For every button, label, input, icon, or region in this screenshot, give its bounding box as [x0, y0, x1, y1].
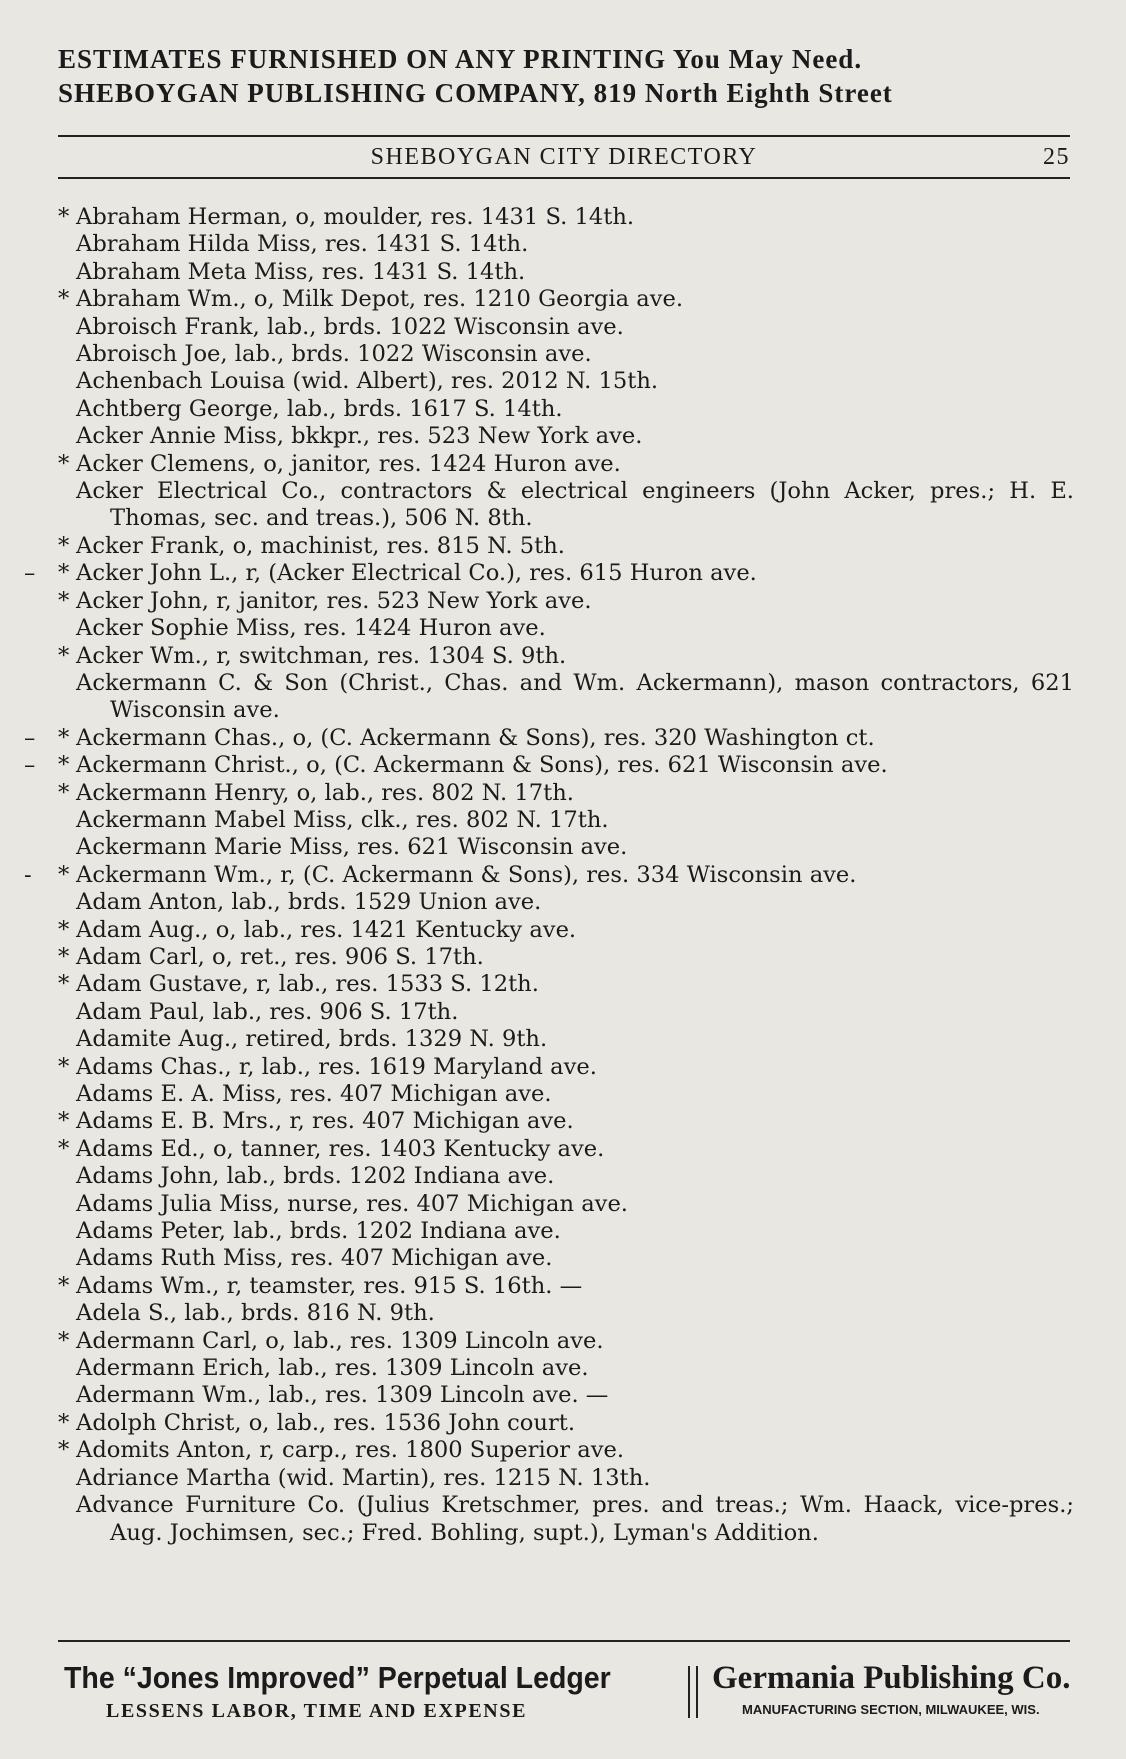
entry-text: Abraham Hilda Miss, res. 1431 S. 14th. — [76, 231, 529, 258]
directory-entry — [58, 533, 1074, 560]
entry-text: Ackermann Christ., o, (C. Ackermann & Sons), res. 621 Wisconsin ave. — [76, 752, 888, 779]
directory-entry — [58, 1054, 1074, 1081]
directory-entry — [58, 1108, 1074, 1135]
entry-text: Adams Ruth Miss, res. 407 Michigan ave. — [76, 1245, 553, 1272]
top-ad-line-1: ESTIMATES FURNISHED ON ANY PRINTING You May Need. — [58, 44, 863, 74]
entry-asterisk: * — [58, 916, 70, 943]
entry-asterisk: * — [58, 943, 70, 970]
directory-entry — [58, 451, 1074, 478]
top-ad-line-2: SHEBOYGAN PUBLISHING COMPANY, 819 North Eighth Street — [58, 78, 893, 108]
directory-entry — [58, 1191, 1074, 1218]
directory-entry — [24, 724, 1074, 752]
directory-entry — [58, 1300, 1074, 1327]
entry-asterisk: * — [58, 450, 70, 477]
directory-entry — [58, 259, 1074, 286]
directory-entry — [58, 1218, 1074, 1245]
directory-entry — [58, 368, 1074, 395]
directory-entry — [58, 807, 1074, 834]
margin-mark: – — [24, 724, 36, 751]
directory-entry — [58, 314, 1074, 341]
entry-asterisk: * — [58, 752, 70, 779]
entry-text: Acker John L., r, (Acker Electrical Co.), res. 615 Huron ave. — [76, 560, 757, 587]
directory-entry — [58, 1492, 1074, 1547]
directory-entry — [24, 752, 1074, 779]
top-advertisement — [58, 42, 1070, 110]
page-title: SHEBOYGAN CITY DIRECTORY — [370, 144, 758, 170]
entry-asterisk: * — [58, 532, 70, 559]
directory-entry — [58, 615, 1074, 642]
entry-asterisk: * — [58, 560, 70, 587]
footer-rule — [58, 1640, 1070, 1642]
entry-asterisk: * — [58, 861, 70, 888]
entry-asterisk: * — [58, 1327, 70, 1354]
entry-text: Ackermann Mabel Miss, clk., res. 802 N. 17th. — [76, 806, 609, 833]
entry-asterisk: * — [58, 1053, 70, 1080]
directory-entry — [58, 204, 1074, 231]
directory-entry — [58, 1081, 1074, 1108]
entry-asterisk: * — [58, 1437, 70, 1464]
entry-asterisk: * — [58, 1409, 70, 1436]
directory-entry — [58, 1136, 1074, 1163]
entry-text: Achenbach Louisa (wid. Albert), res. 2012 N. 15th. — [76, 368, 659, 395]
entry-text: Acker Annie Miss, bkkpr., res. 523 New York ave. — [76, 423, 643, 450]
directory-entry — [58, 1026, 1074, 1053]
entry-asterisk: * — [58, 779, 70, 806]
margin-mark: - — [24, 861, 32, 888]
directory-entry — [58, 917, 1074, 944]
entry-text: Adela S., lab., brds. 816 N. 9th. — [76, 1300, 435, 1327]
publisher-name: Germania Publishing Co. — [712, 1660, 1071, 1696]
directory-entry — [58, 944, 1074, 971]
entry-text: Adams E. B. Mrs., r, res. 407 Michigan ave. — [76, 1108, 574, 1135]
running-header — [58, 144, 1070, 174]
entry-asterisk: * — [58, 204, 70, 230]
entry-text: Acker John, r, janitor, res. 523 New York ave. — [76, 587, 592, 614]
entry-text: Ackermann Wm., r, (C. Ackermann & Sons), res. 334 Wisconsin ave. — [76, 861, 857, 888]
entry-asterisk: * — [58, 587, 70, 614]
ad-divider — [688, 1666, 698, 1718]
directory-entry — [58, 1465, 1074, 1492]
entry-text: Adams E. A. Miss, res. 407 Michigan ave. — [76, 1081, 552, 1107]
directory-entry — [58, 1273, 1074, 1300]
entry-text: Adam Paul, lab., res. 906 S. 17th. — [76, 998, 459, 1025]
entry-text: Adamite Aug., retired, brds. 1329 N. 9th. — [76, 1026, 548, 1053]
entry-asterisk: * — [58, 1135, 70, 1162]
entry-text: Adam Anton, lab., brds. 1529 Union ave. — [76, 889, 542, 916]
directory-entry — [58, 231, 1074, 258]
publisher-subline: MANUFACTURING SECTION, MILWAUKEE, WIS. — [742, 1702, 1040, 1717]
entry-text: Ackermann Marie Miss, res. 621 Wisconsin ave. — [76, 834, 628, 861]
ledger-ad-tagline: LESSENS LABOR, TIME AND EXPENSE — [106, 1700, 528, 1722]
entry-text: Ackermann Henry, o, lab., res. 802 N. 17th. — [76, 779, 574, 806]
entry-text: Acker Sophie Miss, res. 1424 Huron ave. — [76, 615, 546, 642]
directory-entry — [58, 396, 1074, 423]
entry-asterisk: * — [58, 971, 70, 998]
directory-entry — [58, 834, 1074, 861]
margin-mark: – — [24, 752, 36, 779]
entry-text: Adams Peter, lab., brds. 1202 Indiana ave. — [76, 1218, 561, 1245]
directory-entry — [58, 971, 1074, 998]
entry-text: Abroisch Joe, lab., brds. 1022 Wisconsin ave. — [76, 341, 592, 368]
entry-text: Acker Electrical Co., contractors & electrical engineers (John Acker, pres.; H. E. Thomas, sec. and treas.), 506 N. 8th. — [76, 478, 1074, 532]
directory-entries — [24, 204, 1074, 1547]
entry-text: Adams Chas., r, lab., res. 1619 Maryland ave. — [76, 1053, 597, 1080]
directory-entry — [58, 1382, 1074, 1409]
directory-entry — [58, 423, 1074, 450]
header-rule-top — [58, 135, 1070, 137]
directory-entry — [24, 560, 1074, 587]
entry-text: Adam Carl, o, ret., res. 906 S. 17th. — [76, 943, 484, 970]
margin-mark: – — [24, 560, 36, 587]
directory-entry — [58, 780, 1074, 807]
entry-text: Acker Frank, o, machinist, res. 815 N. 5th. — [76, 532, 565, 559]
directory-entry — [58, 889, 1074, 916]
directory-entry — [24, 861, 1074, 889]
entry-asterisk: * — [58, 724, 70, 751]
directory-entry — [58, 999, 1074, 1026]
bottom-advertisement — [58, 1660, 1070, 1720]
directory-entry — [58, 341, 1074, 368]
entry-text: Adolph Christ, o, lab., res. 1536 John court. — [76, 1409, 576, 1436]
entry-text: Adams Wm., r, teamster, res. 915 S. 16th. — — [76, 1272, 583, 1299]
directory-entry — [58, 1355, 1074, 1382]
directory-entry — [58, 1245, 1074, 1272]
entry-text: Adermann Carl, o, lab., res. 1309 Lincoln ave. — [76, 1327, 604, 1354]
entry-asterisk: * — [58, 1108, 70, 1135]
directory-entry — [58, 1328, 1074, 1355]
entry-text: Adriance Martha (wid. Martin), res. 1215 N. 13th. — [76, 1464, 651, 1491]
entry-asterisk: * — [58, 642, 70, 669]
entry-text: Adam Gustave, r, lab., res. 1533 S. 12th. — [76, 971, 539, 998]
entry-text: Adam Aug., o, lab., res. 1421 Kentucky ave. — [76, 916, 577, 943]
directory-entry — [58, 478, 1074, 533]
entry-text: Abraham Herman, o, moulder, res. 1431 S. 14th. — [76, 204, 635, 230]
directory-entry — [58, 670, 1074, 725]
directory-entry — [58, 286, 1074, 313]
entry-text: Adams John, lab., brds. 1202 Indiana ave. — [76, 1163, 555, 1190]
directory-entry — [58, 1410, 1074, 1437]
entry-text: Achtberg George, lab., brds. 1617 S. 14th. — [76, 395, 563, 422]
directory-entry — [58, 1163, 1074, 1190]
entry-text: Ackermann C. & Son (Christ., Chas. and Wm. Ackermann), mason contractors, 621 Wisconsin ave. — [76, 669, 1074, 724]
entry-asterisk: * — [58, 286, 70, 313]
header-rule-bottom — [58, 177, 1070, 179]
entry-text: Ackermann Chas., o, (C. Ackermann & Sons), res. 320 Washington ct. — [76, 724, 875, 751]
directory-entry — [58, 643, 1074, 670]
ledger-ad-title: The “Jones Improved” Perpetual Ledger — [64, 1660, 611, 1695]
page-number: 25 — [1043, 144, 1070, 170]
entry-text: Acker Wm., r, switchman, res. 1304 S. 9th. — [76, 642, 567, 669]
directory-entry — [58, 588, 1074, 615]
entry-text: Adams Julia Miss, nurse, res. 407 Michigan ave. — [76, 1190, 628, 1217]
directory-entry — [58, 1437, 1074, 1464]
entry-text: Adermann Erich, lab., res. 1309 Lincoln ave. — [76, 1355, 589, 1382]
entry-asterisk: * — [58, 1272, 70, 1299]
entry-text: Advance Furniture Co. (Julius Kretschmer, pres. and treas.; Wm. Haack, vice-pres.; Aug. Jochimsen, sec.; Fred. Bohling, supt.), Lyman's Addition. — [76, 1492, 1074, 1546]
entry-text: Abraham Meta Miss, res. 1431 S. 14th. — [76, 258, 526, 285]
entry-text: Abroisch Frank, lab., brds. 1022 Wisconsin ave. — [76, 313, 624, 340]
entry-text: Adams Ed., o, tanner, res. 1403 Kentucky ave. — [76, 1135, 605, 1162]
entry-text: Adermann Wm., lab., res. 1309 Lincoln ave. — — [76, 1382, 609, 1409]
entry-text: Acker Clemens, o, janitor, res. 1424 Huron ave. — [76, 450, 621, 477]
entry-text: Abraham Wm., o, Milk Depot, res. 1210 Georgia ave. — [76, 286, 684, 313]
entry-text: Adomits Anton, r, carp., res. 1800 Superior ave. — [76, 1437, 625, 1464]
